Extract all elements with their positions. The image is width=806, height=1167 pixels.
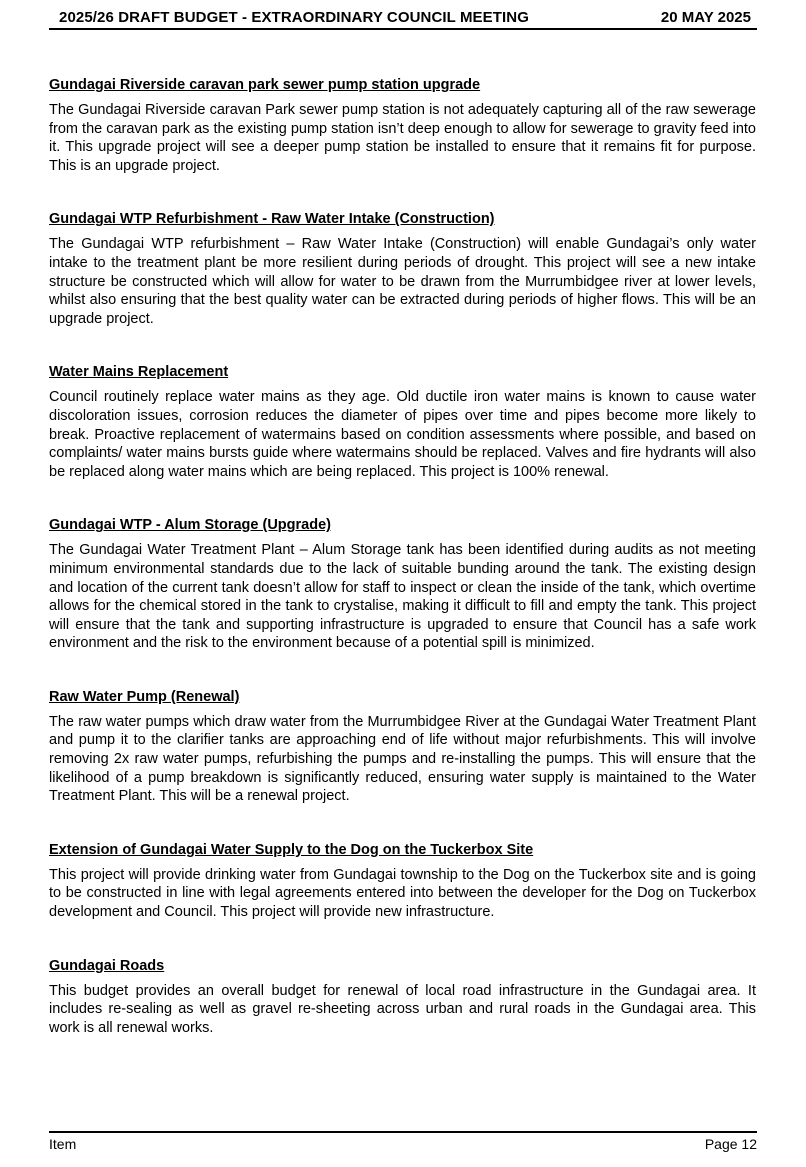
footer-item-label: Item — [49, 1136, 77, 1152]
page-footer — [49, 1131, 757, 1152]
section-body: This budget provides an overall budget for renewal of local road infrastructure in the Gundagai area. It includes re-sealing as well as gravel re-sheeting across urban and rural roads in the Gundagai area. This work is all renewal works. — [49, 982, 756, 1036]
section-caravan-park-pump — [49, 76, 756, 175]
section-body: The raw water pumps which draw water from the Murrumbidgee River at the Gundagai Water Treatment Plant and pump it to the clarifier tanks are approaching end of life without major refurbishments. This will involve removing 2x raw water pumps, refurbishing the pumps and re-installing the pumps. This will ensure that the likelihood of a pump breakdown is significantly reduced, ensuring water supply is maintained to the Water Treatment Plant. This will be a renewal project. — [49, 713, 756, 805]
header-date: 20 MAY 2025 — [660, 9, 751, 26]
section-heading: Gundagai WTP Refurbishment - Raw Water Intake (Construction) — [49, 211, 495, 228]
section-heading: Gundagai Riverside caravan park sewer pump station upgrade — [49, 77, 481, 93]
section-gundagai-roads — [49, 957, 756, 1038]
section-heading: Gundagai WTP - Alum Storage (Upgrade) — [49, 517, 331, 534]
section-raw-water-intake — [49, 210, 756, 328]
section-raw-water-pump — [49, 688, 756, 806]
section-heading: Raw Water Pump (Renewal) — [49, 688, 240, 705]
section-body: This project will provide drinking water from Gundagai township to the Dog on the Tuckerbox site and is going to be constructed in line with legal agreements entered into between the developer for the Dog on Tuckerbox development and Council. This project will provide new infrastructure. — [49, 866, 756, 921]
section-heading: Extension of Gundagai Water Supply to the Dog on the Tuckerbox Site — [49, 841, 534, 858]
section-alum-storage — [49, 516, 756, 653]
page-number: Page 12 — [704, 1136, 757, 1152]
section-body: Council routinely replace water mains as they age. Old ductile iron water mains is known to cause water discoloration issues, corrosion reduces the diameter of pipes over time and pipes become more likely to break. Proactive replacement of watermains based on condition assessments where possible, and based on complaints/ water mains bursts guide where watermains should be replaced. Valves and fire hydrants will also be replaced along water mains which are being replaced. This project is 100% renewal. — [49, 389, 756, 480]
section-water-mains — [49, 363, 756, 481]
section-body: The Gundagai WTP refurbishment – Raw Water Intake (Construction) will enable Gundagai’s only water intake to the treatment plant be more resilient during periods of drought. This project will see a new intake structure be constructed which will allow for water to be drawn from the Murrumbidgee river at lower levels, whilst also ensuring that the best quality water can be extracted during periods of higher flows. This will be an upgrade project. — [49, 236, 756, 327]
section-heading: Water Mains Replacement — [49, 364, 229, 381]
section-body: The Gundagai Water Treatment Plant – Alum Storage tank has been identified during audits as not meeting minimum environmental standards due to the lack of suitable bunding around the tank. The existing design and location of the current tank doesn’t allow for staff to inspect or clean the inside of the tank, which overtime allows for the chemical stored in the tank to crystalise, making it difficult to fill and empty the tank. This project will ensure that the tank and supporting infrastructure is upgraded to ensure that Council has a safe work environment and the risk to the environment because of a potential spill is minimized. — [49, 542, 756, 652]
section-heading: Gundagai Roads — [49, 957, 165, 974]
document-body — [49, 76, 756, 1037]
section-dog-on-tuckerbox — [49, 841, 756, 922]
page-header — [49, 6, 757, 30]
header-title: 2025/26 DRAFT BUDGET - EXTRAORDINARY COUNCIL MEETING — [59, 9, 529, 26]
section-body: The Gundagai Riverside caravan Park sewer pump station is not adequately capturing all of the raw sewerage from the caravan park as the existing pump station isn’t deep enough to allow for sewerage to gravity feed into it. This upgrade project will see a deeper pump station be installed to ensure that it remains fit for purpose. This is an upgrade project. — [49, 102, 756, 174]
